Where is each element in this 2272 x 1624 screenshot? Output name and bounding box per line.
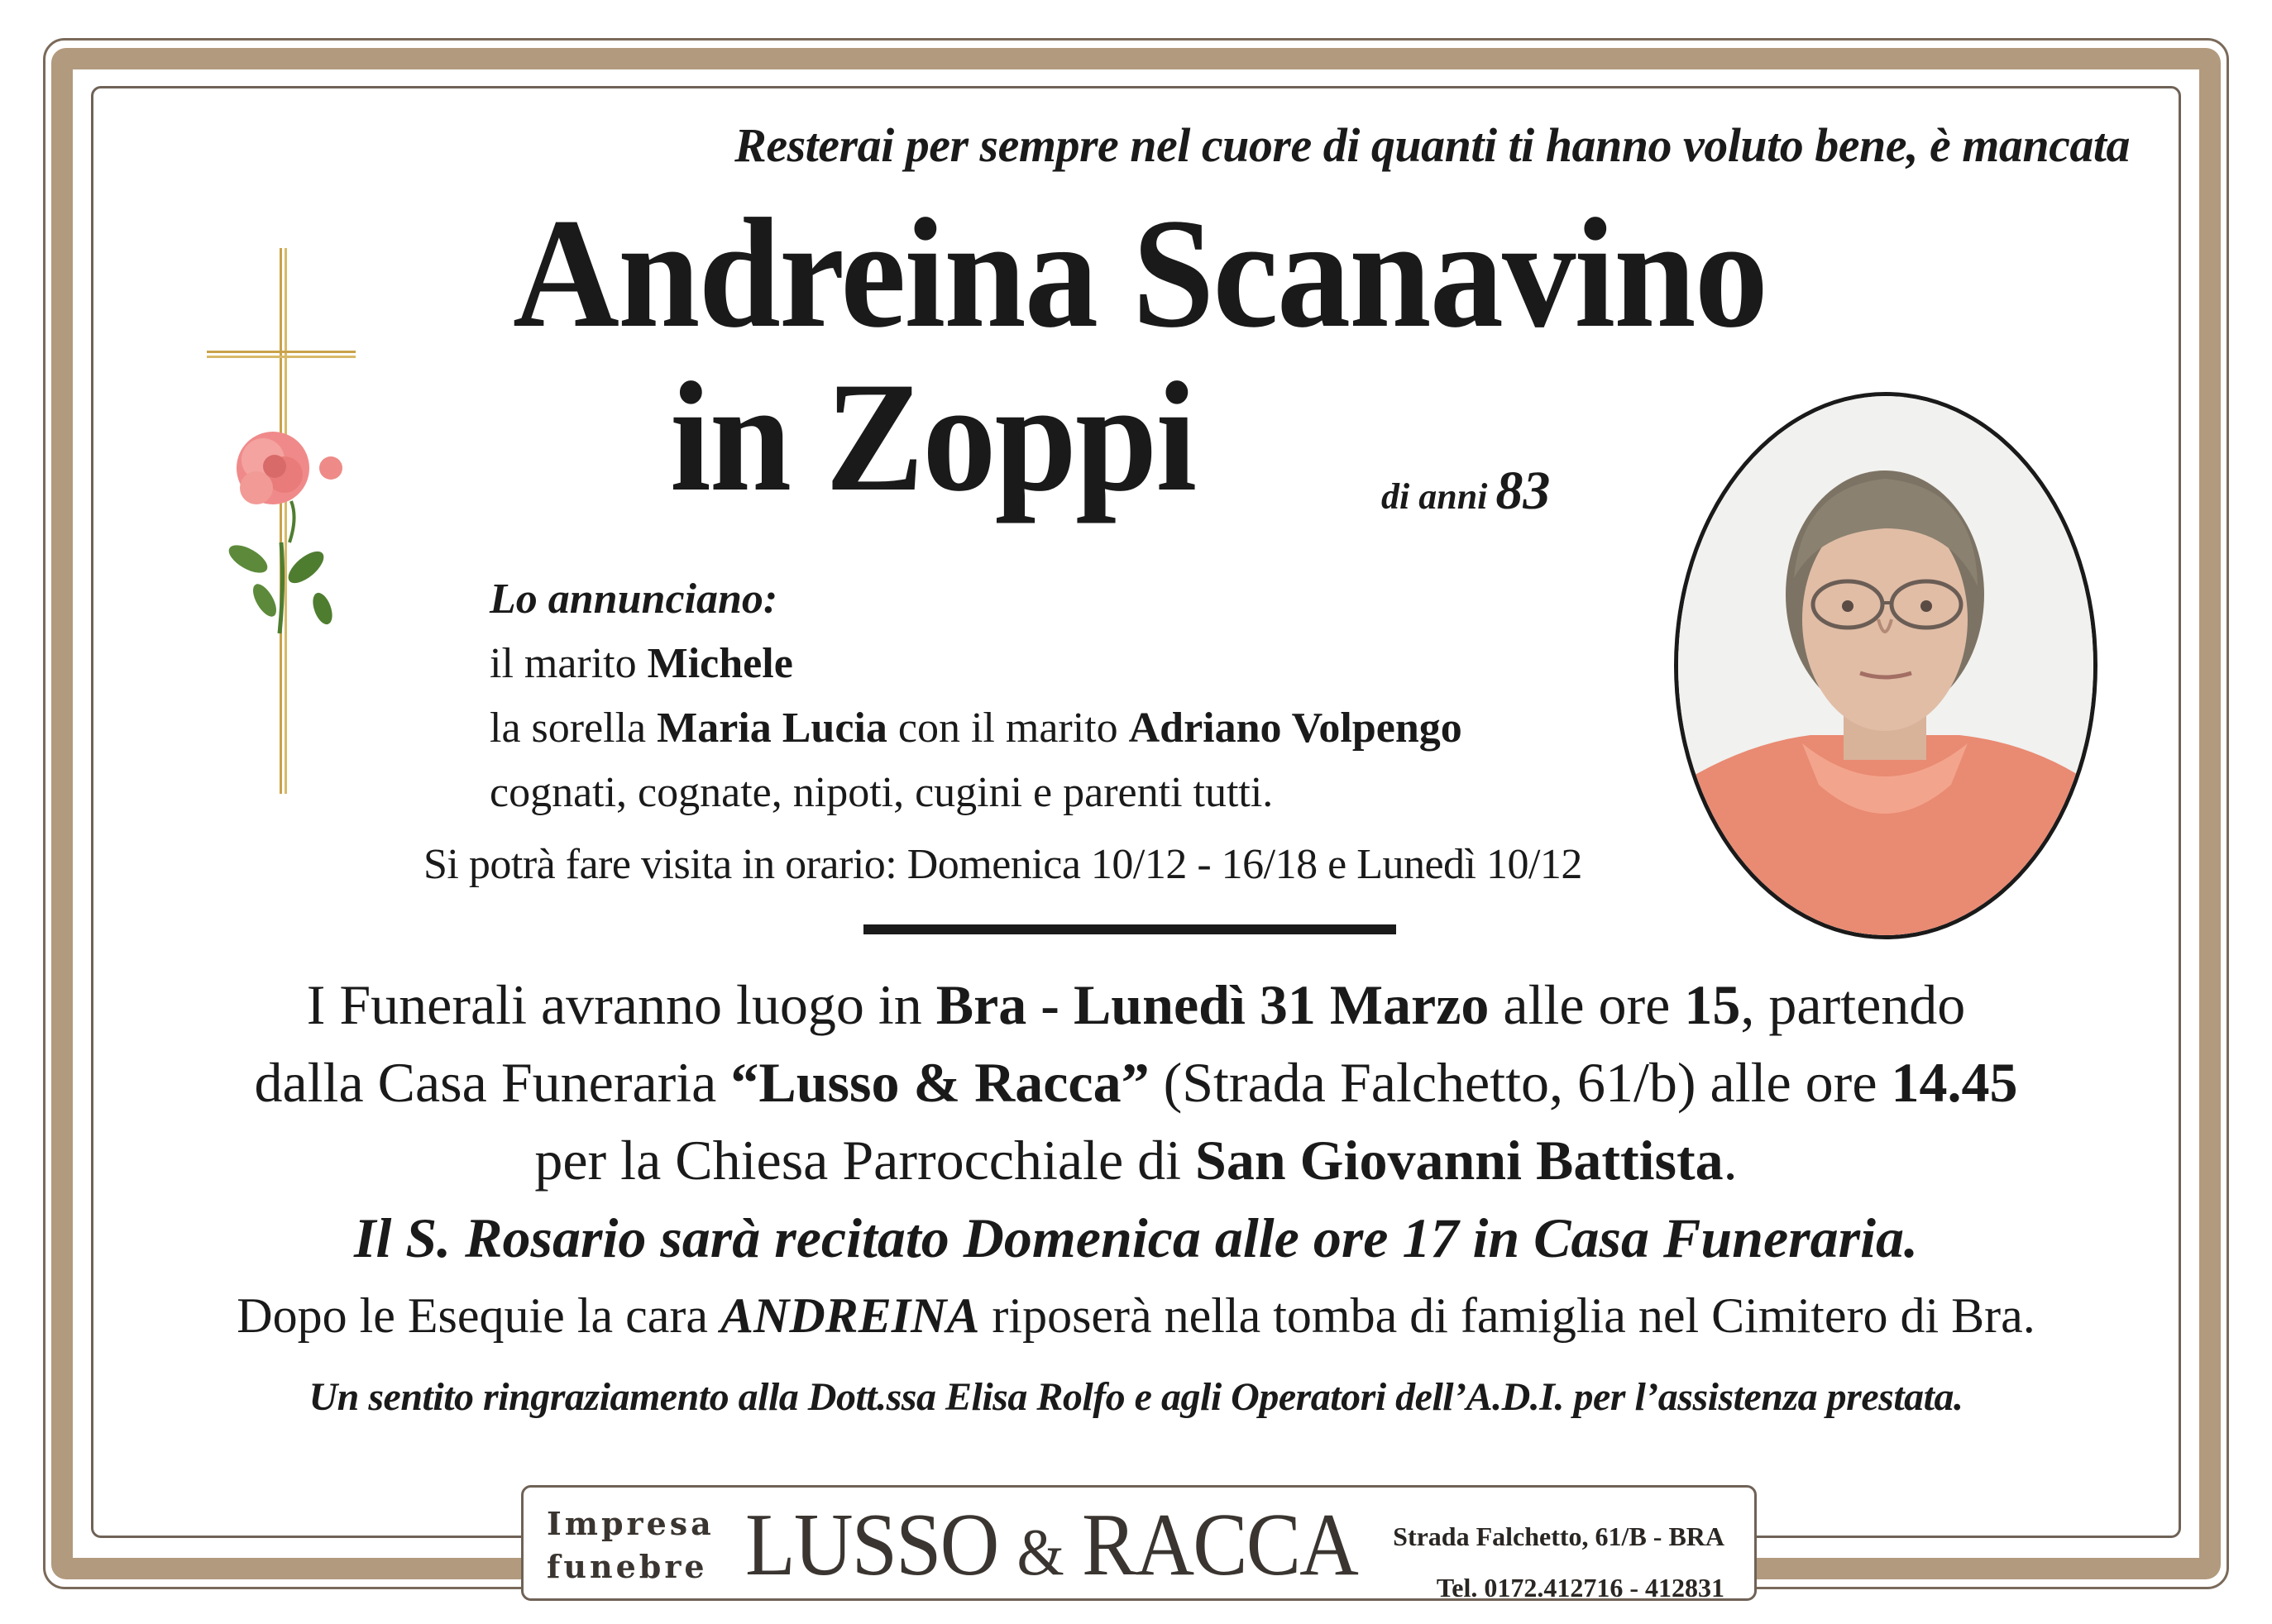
age xyxy=(1381,460,1550,523)
funeral-home-label: Impresa funebre xyxy=(547,1505,715,1585)
divider xyxy=(863,924,1396,934)
deceased-married-name: in Zoppi xyxy=(670,351,1196,524)
announce-lead: Lo annunciano: xyxy=(490,576,778,623)
announce-line: il marito Michele xyxy=(490,640,793,687)
announcement-block xyxy=(490,567,1462,825)
visiting-hours: Si potrà fare visita in orario: Domenica 10/12 - 16/18 e Lunedì 10/12 xyxy=(423,841,1582,888)
funeral-home-name: LUSSO & RACCA xyxy=(745,1496,1358,1594)
funeral-details xyxy=(124,966,2148,1354)
funeral-home-address: Strada Falchetto, 61/B - BRA xyxy=(1393,1521,1724,1551)
announce-line: cognati, cognate, nipoti, cugini e parenti tutti. xyxy=(490,769,1274,816)
rosary-line: Il S. Rosario sarà recitato Domenica alle ore 17 in Casa Funeraria. xyxy=(354,1206,1918,1269)
epigraph: Resterai per sempre nel cuore di quanti ti hanno voluto bene, è mancata xyxy=(734,118,2130,172)
cross-with-rose-icon xyxy=(199,248,364,810)
funeral-home-footer xyxy=(521,1485,1757,1601)
deceased-name: Andreina Scanavino xyxy=(513,187,1767,361)
funeral-home-contact xyxy=(1393,1511,1724,1613)
funeral-line: per la Chiesa Parrocchiale di San Giovanni Battista. xyxy=(534,1129,1738,1192)
burial-line: Dopo le Esequie la cara ANDREINA riposerà nella tomba di famiglia nel Cimitero di Bra. xyxy=(237,1288,2035,1343)
funeral-home-phone: Tel. 0172.412716 - 412831 xyxy=(1436,1573,1724,1603)
portrait-photo xyxy=(1674,392,2097,939)
funeral-line: dalla Casa Funeraria “Lusso & Racca” (Strada Falchetto, 61/b) alle ore 14.45 xyxy=(254,1051,2018,1114)
announce-line: la sorella Maria Lucia con il marito Adriano Volpengo xyxy=(490,705,1462,752)
funeral-line: I Funerali avranno luogo in Bra - Lunedì 31 Marzo alle ore 15, partendo xyxy=(306,973,1966,1036)
age-label: di anni xyxy=(1381,476,1488,517)
thanks-line: Un sentito ringraziamento alla Dott.ssa Elisa Rolfo e agli Operatori dell’A.D.I. per l’assistenza prestata. xyxy=(309,1375,1963,1419)
age-value: 83 xyxy=(1495,461,1551,521)
